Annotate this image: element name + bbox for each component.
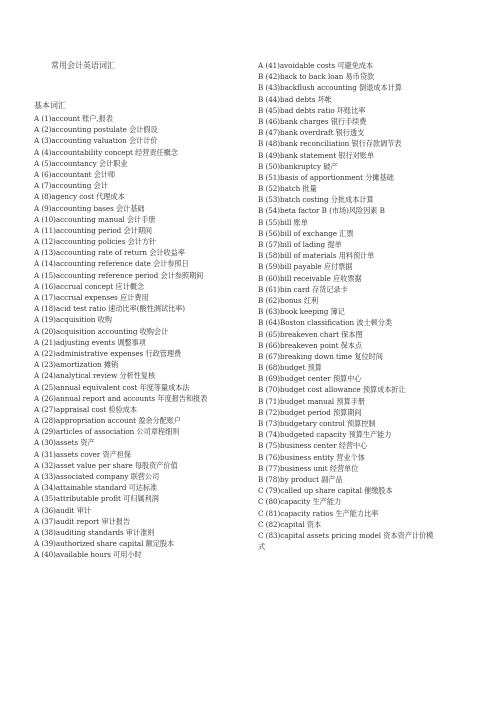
glossary-entry: B (53)batch costing 分批成本计算: [258, 195, 374, 205]
glossary-entry: B (50)bankruptcy 破产: [258, 161, 338, 171]
glossary-entry: A (38)auditing standards 审计准则: [34, 527, 155, 537]
glossary-entry: C (80)capacity 生产能力: [258, 497, 342, 507]
glossary-entry: B (46)bank charges 银行手续费: [258, 116, 367, 126]
glossary-entry: B (66)breakeven point 保本点: [258, 340, 363, 350]
glossary-entry: B (57)bill of lading 提单: [258, 240, 342, 249]
glossary-entry: B (70)budget cost allowance 预算成本折让: [258, 385, 406, 395]
glossary-entry: A (7)accounting 会计: [34, 181, 108, 191]
glossary-entry: A (26)annual report and accounts 年度报告和报表: [34, 393, 208, 403]
glossary-entry: B (65)breakeven chart 保本图: [258, 329, 363, 339]
glossary-column-right: [258, 60, 486, 552]
glossary-entry: A (5)accountancy 会计职业: [34, 158, 128, 168]
glossary-entry: B (74)budgeted capacity 预算生产能力: [258, 430, 392, 440]
glossary-entry: A (9)accounting bases 会计基础: [34, 203, 145, 213]
glossary-entry: A (36)audit 审计: [34, 505, 91, 515]
glossary-entry: A (17)accrual expenses 应计费用: [34, 293, 149, 302]
glossary-entry: A (12)accounting policies 会计方针: [34, 237, 157, 247]
glossary-entry: A (30)assets 资产: [34, 438, 95, 448]
glossary-entry: B (75)business center 经营中心: [258, 441, 368, 451]
glossary-entry: B (63)book keeping 簿记: [258, 307, 345, 317]
glossary-entry: A (27)appraisal cost 检验成本: [34, 404, 138, 414]
glossary-entry: A (19)acquisition 收购: [34, 315, 112, 325]
glossary-entry: A (11)accounting period 会计期间: [34, 225, 153, 235]
glossary-entry: A (1)account 账户,报表: [34, 114, 113, 123]
glossary-entry: B (44)bad debts 坏帐: [258, 94, 332, 104]
glossary-entry: A (14)accounting reference date 会计参照日: [34, 259, 189, 269]
glossary-entry: A (8)agency cost 代理成本: [34, 192, 125, 202]
glossary-entry: B (48)bank reconciliation 银行存款调节表: [258, 139, 402, 149]
glossary-entry: 式: [258, 542, 266, 552]
glossary-entry: B (69)budget center 预算中心: [258, 374, 362, 384]
glossary-entry: C (82)capital 资本: [258, 519, 322, 529]
glossary-entry: B (45)bad debts ratio 坏账比率: [258, 105, 366, 115]
glossary-entry: B (67)breaking down time 复位时间: [258, 351, 383, 361]
glossary-column-left: [34, 113, 256, 561]
glossary-entry: A (33)associated company 联营公司: [34, 472, 160, 481]
glossary-entry: B (78)by product 副产品: [258, 474, 343, 484]
glossary-entry: B (72)budget period 预算期间: [258, 407, 362, 417]
glossary-entry: B (56)bill of exchange 汇票: [258, 228, 354, 238]
glossary-entry: B (71)budget manual 预算手册: [258, 396, 365, 406]
glossary-entry: C (79)called up share capital 催缴股本: [258, 486, 393, 496]
glossary-entry: B (58)bill of materials 用料预计单: [258, 251, 375, 261]
glossary-entry: A (20)acquisition accounting 收购会计: [34, 326, 169, 336]
glossary-entry: A (29)articles of association 公司章程细则: [34, 427, 180, 437]
glossary-entry: B (47)bank overdraft 银行透支: [258, 128, 365, 138]
section-heading: 基本词汇: [34, 101, 66, 110]
glossary-entry: C (83)capital assets pricing model 资本资产计价模: [258, 530, 434, 540]
glossary-entry: A (25)annual equivalent cost 年度等量成本法: [34, 382, 190, 392]
glossary-entry: A (13)accounting rate of return 会计收益率: [34, 248, 185, 258]
glossary-entry: A (24)analytical review 分析性复核: [34, 371, 156, 381]
glossary-entry: A (18)acid test ratio 速动比率(酸性测试比率): [34, 304, 186, 314]
glossary-entry: A (21)adjusting events 调整事项: [34, 337, 146, 347]
glossary-entry: A (28)appropriation account 盈余分配账户: [34, 416, 182, 426]
glossary-entry: A (31)assets cover 资产担保: [34, 449, 131, 459]
glossary-entry: A (4)accountability concept 经营责任概念: [34, 147, 178, 157]
glossary-entry: B (43)backflush accounting 倒退成本计算: [258, 83, 402, 93]
glossary-entry: B (68)budget 预算: [258, 363, 322, 373]
glossary-entry: A (3)accounting valuation 会计计价: [34, 136, 158, 146]
glossary-entry: B (76)business entity 营业个体: [258, 452, 365, 462]
glossary-entry: A (41)avoidable costs 可避免成本: [258, 61, 374, 70]
glossary-entry: A (23)amortization 摊销: [34, 360, 119, 370]
glossary-entry: A (40)available hours 可用小时: [34, 550, 142, 560]
glossary-entry: B (51)basis of apportionment 分摊基础: [258, 172, 394, 182]
glossary-entry: A (35)attributable profit 可归属利润: [34, 494, 159, 504]
glossary-entry: C (81)capacity ratios 生产能力比率: [258, 508, 379, 518]
glossary-entry: A (15)accounting reference period 会计参照期间: [34, 270, 204, 280]
glossary-entry: A (16)accrual concept 应计概念: [34, 281, 144, 291]
glossary-entry: B (54)beta factor B (市场)风险因素 B: [258, 206, 385, 216]
document-title: 常用会计英语词汇: [51, 61, 115, 70]
glossary-entry: B (49)bank statement 银行对账单: [258, 150, 374, 160]
glossary-entry: B (77)business unit 经营单位: [258, 463, 359, 473]
glossary-entry: A (39)authorized share capital 额定股本: [34, 539, 175, 549]
glossary-entry: B (52)batch 批量: [258, 184, 317, 194]
glossary-entry: A (34)attainable standard 可达标准: [34, 483, 158, 493]
glossary-entry: B (61)bin card 存货记录卡: [258, 284, 348, 294]
glossary-entry: A (32)asset value per share 每股资产价值: [34, 460, 178, 470]
glossary-entry: A (37)audit report 审计报告: [34, 516, 131, 526]
glossary-entry: A (10)accounting manual 会计手册: [34, 214, 156, 224]
glossary-entry: B (59)bill payable 应付票据: [258, 262, 353, 272]
glossary-entry: A (6)accountant 会计师: [34, 169, 116, 179]
glossary-entry: B (60)bill receivable 应收票据: [258, 273, 362, 283]
glossary-entry: B (55)bill 账单: [258, 217, 308, 227]
glossary-entry: B (62)bonus 红利: [258, 295, 319, 305]
glossary-entry: B (42)back to back loan 易币贷款: [258, 72, 375, 82]
glossary-entry: B (64)Boston classification 波士顿分类: [258, 318, 393, 328]
glossary-entry: B (73)budgetary control 预算控制: [258, 419, 376, 428]
glossary-entry: A (2)accounting postulate 会计假设: [34, 125, 158, 135]
glossary-entry: A (22)administrative expenses 行政管理费: [34, 348, 182, 358]
